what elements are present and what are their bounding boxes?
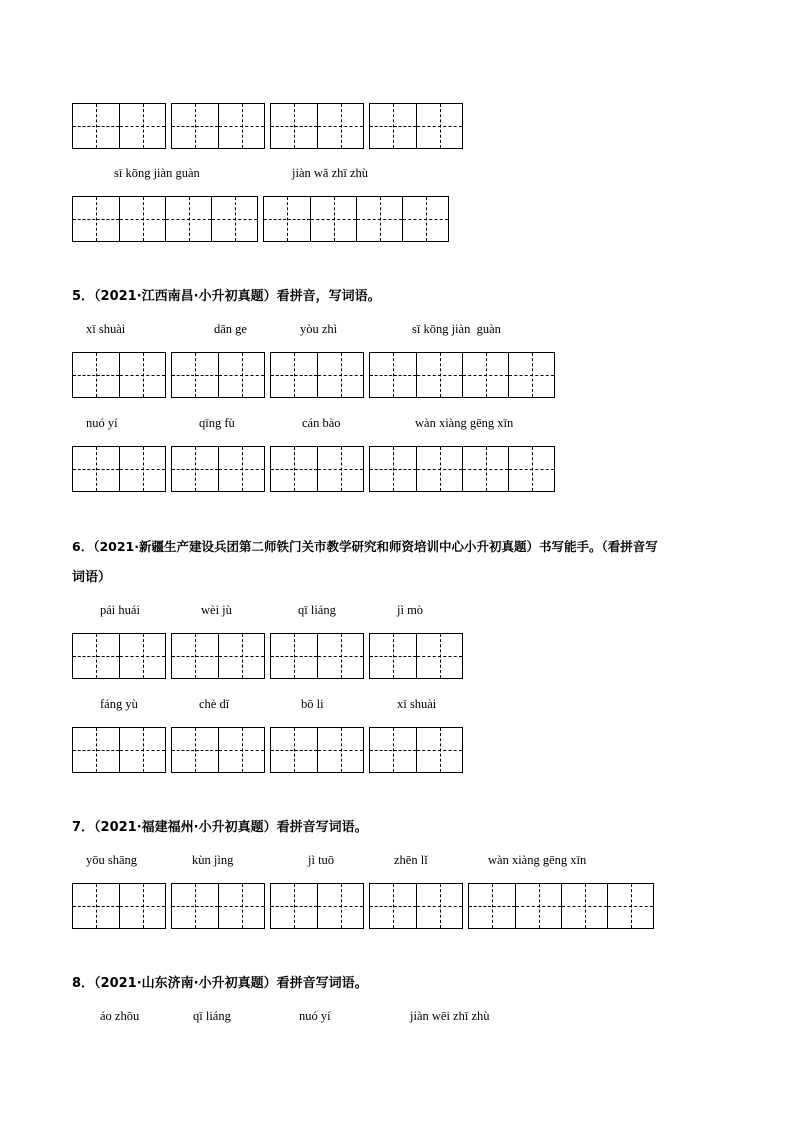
pinyin-label: jì tuō (308, 853, 335, 867)
pinyin-label: sī kōng jiàn guàn (412, 322, 501, 336)
pinyin-label: jiàn wēi zhī zhù (410, 1009, 490, 1023)
writing-grid[interactable] (171, 633, 265, 679)
question-7-title: 7．（2021·福建福州·小升初真题）看拼音写词语。 (72, 820, 368, 835)
pinyin-label: nuó yí (299, 1009, 331, 1023)
pinyin-label: yòu zhì (300, 322, 338, 336)
writing-grid[interactable] (263, 196, 449, 242)
writing-grid[interactable] (72, 103, 166, 149)
writing-grid[interactable] (369, 727, 463, 773)
writing-grid[interactable] (72, 352, 166, 398)
writing-grid[interactable] (72, 196, 258, 242)
pinyin-label: fáng yù (100, 697, 138, 711)
pinyin-label: dān ge (214, 322, 247, 336)
question-8-title: 8．（2021·山东济南·小升初真题）看拼音写词语。 (72, 976, 368, 991)
writing-grid[interactable] (171, 103, 265, 149)
pinyin-label: sī kōng jiàn guàn (114, 166, 200, 180)
pinyin-label: jiàn wǎ zhī zhù (292, 166, 369, 180)
pinyin-label: bō li (301, 697, 324, 711)
pinyin-label: zhēn lǐ (394, 853, 428, 867)
writing-grid[interactable] (369, 883, 463, 929)
writing-grid[interactable] (270, 727, 364, 773)
pinyin-label: qīng fù (199, 416, 235, 430)
writing-grid[interactable] (270, 883, 364, 929)
pinyin-label: wàn xiàng gēng xīn (488, 853, 587, 867)
pinyin-label: xī shuài (397, 697, 437, 711)
pinyin-label: wàn xiàng gēng xīn (415, 416, 514, 430)
writing-grid[interactable] (270, 352, 364, 398)
pinyin-label: yōu shāng (86, 853, 138, 867)
writing-grid[interactable] (270, 446, 364, 492)
pinyin-label: cán bào (302, 416, 341, 430)
pinyin-label: chè dǐ (199, 697, 230, 711)
writing-grid[interactable] (270, 633, 364, 679)
pinyin-label: xī shuài (86, 322, 126, 336)
question-6-title-cont: 词语） (72, 570, 112, 585)
writing-grid[interactable] (72, 883, 166, 929)
writing-grid[interactable] (72, 727, 166, 773)
writing-grid[interactable] (171, 727, 265, 773)
question-5-title: 5．（2021·江西南昌·小升初真题）看拼音，写词语。 (72, 289, 381, 304)
writing-grid[interactable] (72, 446, 166, 492)
writing-grid[interactable] (369, 352, 555, 398)
pinyin-label: qī liáng (193, 1009, 231, 1023)
writing-grid[interactable] (369, 103, 463, 149)
pinyin-label: wèi jù (201, 603, 232, 617)
writing-grid[interactable] (468, 883, 654, 929)
question-6-title: 6．（2021·新疆生产建设兵团第二师铁门关市教学研究和师资培训中心小升初真题）书写能手。（看拼音写 (72, 539, 658, 554)
writing-grid[interactable] (270, 103, 364, 149)
pinyin-label: qī liáng (298, 603, 336, 617)
writing-grid[interactable] (171, 352, 265, 398)
pinyin-label: kùn jìng (192, 853, 234, 867)
pinyin-label: áo zhōu (100, 1009, 140, 1023)
writing-grid[interactable] (72, 633, 166, 679)
writing-grid[interactable] (171, 446, 265, 492)
writing-grid[interactable] (369, 446, 555, 492)
pinyin-label: pái huái (100, 603, 140, 617)
pinyin-label: nuó yí (86, 416, 118, 430)
writing-grid[interactable] (171, 883, 265, 929)
pinyin-label: jì mò (397, 603, 424, 617)
writing-grid[interactable] (369, 633, 463, 679)
